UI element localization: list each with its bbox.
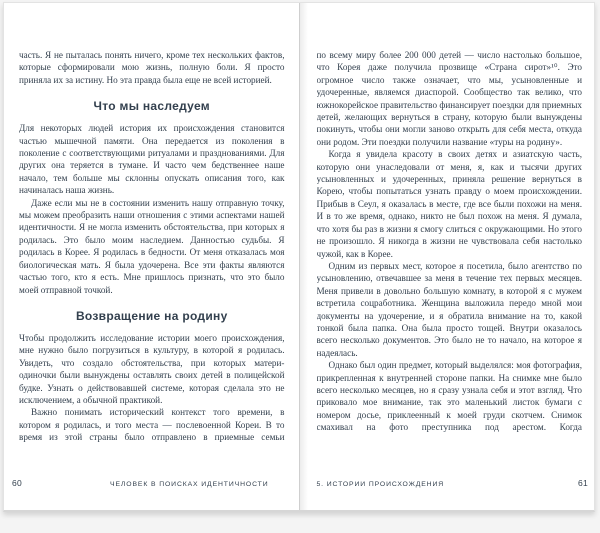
- section-heading: Возвращение на родину: [75, 308, 228, 323]
- body-paragraph: по всему миру более 200 000 детей — число настолько большое, что Корея даже получила прозвище «Страна сирот»¹⁰. Это огромное число также означает, что мы, усыновленные и удочеренные, являемся диаспорой. Сообщество так велико, что южнокорейское правительство финансирует поездки для приемных детей, желающих вернуться в страну, которую были вынуждены покинуть, чтобы они могли заново открыть для себя места, откуда они родом. Эти поездки получили название «туры на родину».: [316, 50, 582, 147]
- body-paragraph: часть. Я не пыталась понять ничего, кроме тех нескольких фактов, которые сформировали мою жизнь, полную боли. Я просто приняла их за истину. Но эта правда была еще не всей историей.: [19, 50, 285, 85]
- page-number-right: 61: [577, 478, 588, 488]
- page-right-footer: [316, 478, 588, 488]
- body-paragraph: Когда я увидела красоту в своих детях и азиатскую часть, которую они унаследовали от меня, я, как и тысячи других усыновленных и удочеренных, приняла решение вернуться в Корею, чтобы попытаться узнать правду о моем происхождении. Прибыв в Сеул, я оказалась в месте, где все были похожи на меня. И в то же время, однако, никто не был похож на меня. Я думала, что хотя бы раз в жизни я смогу слиться с окружающими. Но этого не произошло. Я никогда в жизни не чувствовала себя настолько чужой, как в Корее.: [316, 149, 582, 259]
- body-paragraph: Чтобы продолжить исследование истории моего происхождения, мне нужно было погрузиться в культуру, в которой я родилась. Увидеть, что создало обстоятельства, при которых матери-одиночки были вынуждены оставлять своих детей в полицейской будке. Узнать о действовавшей системе, которая сделала это не исключением, а обычной практикой.: [19, 332, 285, 405]
- body-paragraph: Однако был один предмет, который выделялся: моя фотография, прикрепленная к внутренней стороне папки. На снимке мне было всего несколько месяцев, но я сразу узнала себя и этот взгляд. Что приковало мое внимание, так это маленький листок бумаги с номером досье, приклеенный к моей груди скотчем. Снимок смахивал на фото преступника под арестом. Когда: [316, 360, 582, 433]
- body-paragraph: Важно понимать исторический контекст того времени, в котором я родилась, и того места — послевоенной Кореи. В то время из этой страны было отправлено в приемные семьи: [19, 407, 285, 443]
- section-heading: Что мы наследуем: [93, 99, 210, 114]
- running-title-chapter: 5. ИСТОРИИ ПРОИСХОЖДЕНИЯ: [316, 481, 445, 488]
- page-left-footer: [12, 478, 285, 488]
- page-left-text-column: [19, 49, 285, 460]
- running-title-book: ЧЕЛОВЕК В ПОИСКАХ ИДЕНТИЧНОСТИ: [110, 481, 269, 488]
- page-right-text-column: [317, 49, 583, 460]
- body-paragraph: Одним из первых мест, которое я посетила, было агентство по усыновлению, отвечавшее за меня в течение тех первых месяцев. Меня привели в довольно большую комнату, в которой я с мужем встретила соцработника. Женщина выложила передо мной мои документы на удочерение, и я обратила внимание на то, какой тонкой была папка. Она была просто тощей. Внутри оказалось всего несколько документов. Это было не то начало, на которое я надеялась.: [316, 260, 582, 358]
- body-paragraph: Для некоторых людей история их происхождения становится частью мышечной памяти. Она передается из поколения в поколение с соответствующими ритуалами и празднованиями. Для других она теряется в тумане. И часто чем бедственнее наше начало, тем больше мы склонны опускать описания того, как начиналась наша жизнь.: [19, 123, 285, 196]
- page-left: [4, 3, 300, 510]
- body-paragraph: Даже если мы не в состоянии изменить нашу отправную точку, мы можем преобразить наши отношения с этими аспектами нашей идентичности. Я не могла изменить обстоятельства, при которых я родилась. Это было моим наследием. Данностью судьбы. Я родилась в Корее. Я родилась в бедности. От меня отказалась моя биологическая мать. Я была удочерена. Все эти факты являются частью того, кто я есть. Мне пришлось признать, что это было моей отправной точкой.: [19, 197, 285, 295]
- book-spread: [3, 2, 595, 512]
- page-right: [300, 3, 595, 510]
- page-number-left: 60: [12, 478, 23, 488]
